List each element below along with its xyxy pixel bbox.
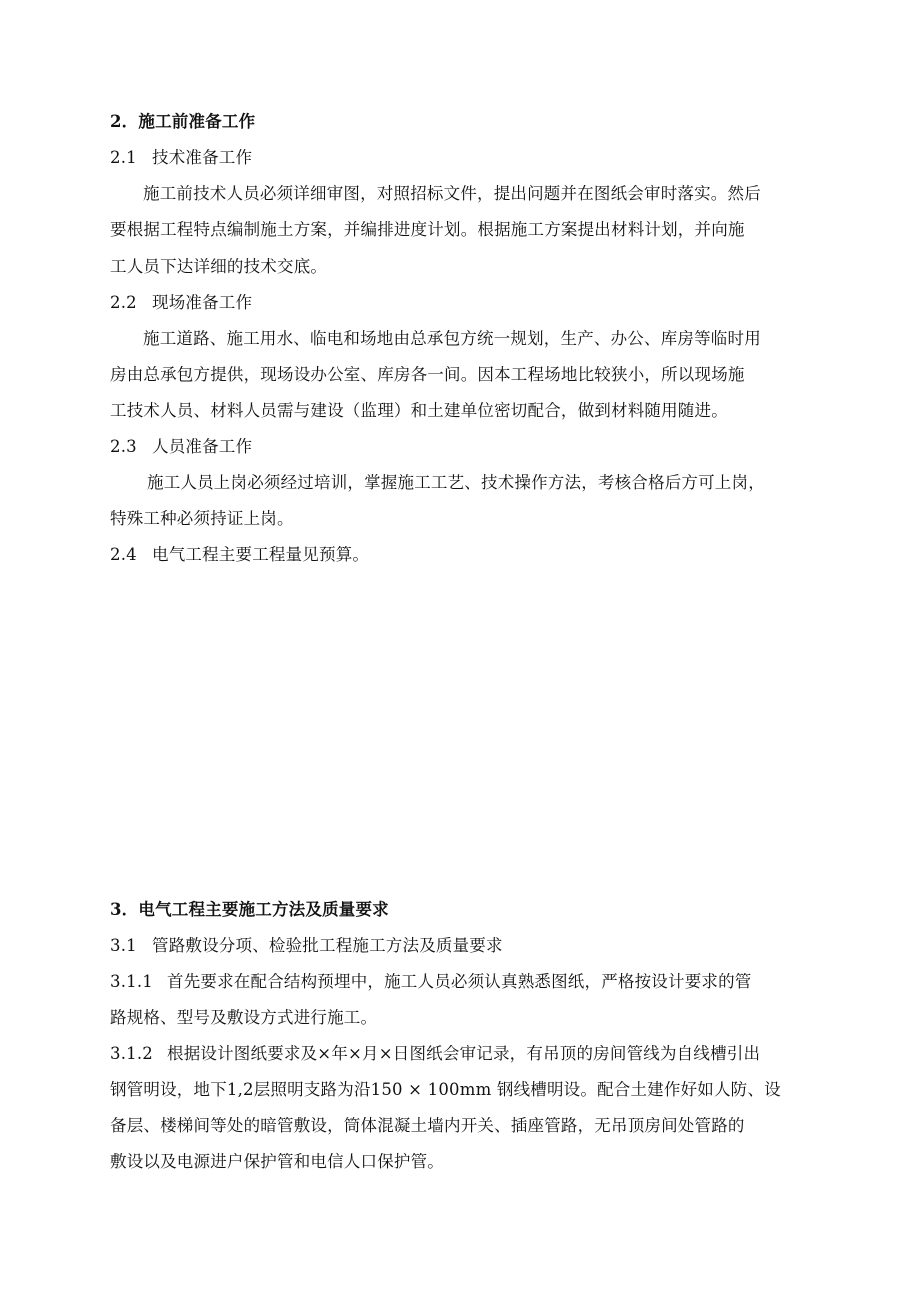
paragraph-line: 路规格、型号及敷设方式进行施工。 <box>110 1008 378 1027</box>
paragraph-line: 敷设以及电源进户保护管和电信人口保护管。 <box>110 1152 444 1171</box>
subsection-number: 2.1 <box>110 148 137 167</box>
subsection-2-1 <box>110 147 252 169</box>
subsection-2-3 <box>110 436 252 458</box>
subsection-number: 2.3 <box>110 437 137 456</box>
paragraph-line: 工技术人员、材料人员需与建设（监理）和土建单位密切配合，做到材料随用随进。 <box>110 401 728 420</box>
subsection-3-1-1 <box>110 971 752 993</box>
subsection-3-1 <box>110 935 503 957</box>
paragraph-line: 特殊工种必须持证上岗。 <box>110 509 294 528</box>
subsection-title: 现场准备工作 <box>152 293 253 312</box>
paragraph-line: 首先要求在配合结构预埋中，施工人员必须认真熟悉图纸，严格按设计要求的管 <box>167 972 752 991</box>
subsection-number: 3.1 <box>110 936 137 955</box>
paragraph-line: 钢管明设，地下1,2层照明支路为沿150 × 100mm 钢线槽明设。配合土建作好如人防、设 <box>110 1080 781 1099</box>
section-2-heading: 2．施工前准备工作 <box>110 112 256 131</box>
subsection-2-2 <box>110 292 252 314</box>
paragraph-line: 施工前技术人员必须详细审图，对照招标文件，提出问题并在图纸会审时落实。然后 <box>143 184 761 203</box>
subsection-title: 管路敷设分项、检验批工程施工方法及质量要求 <box>152 936 503 955</box>
subsection-3-1-2 <box>110 1043 760 1065</box>
paragraph-line: 要根据工程特点编制施土方案，并编排进度计划。根据施工方案提出材料计划，并向施 <box>110 220 745 239</box>
subsection-title: 电气工程主要工程量见预算。 <box>152 545 370 564</box>
paragraph-line: 备层、楼梯间等处的暗管敷设，筒体混凝土墙内开关、插座管路，无吊顶房间处管路的 <box>110 1116 745 1135</box>
paragraph-line: 工人员下达详细的技术交底。 <box>110 257 328 276</box>
subsection-title: 人员准备工作 <box>152 437 253 456</box>
subsection-number: 3.1.1 <box>110 972 153 991</box>
subsection-number: 2.4 <box>110 545 137 564</box>
paragraph-line: 施工人员上岗必须经过培训，掌握施工工艺、技术操作方法，考核合格后方可上岗， <box>147 473 765 492</box>
paragraph-line: 施工道路、施工用水、临电和场地由总承包方统一规划，生产、办公、库房等临时用 <box>143 329 761 348</box>
subsection-title: 技术准备工作 <box>152 148 253 167</box>
subsection-2-4 <box>110 544 369 566</box>
subsection-number: 3.1.2 <box>110 1044 153 1063</box>
section-3-heading: 3．电气工程主要施工方法及质量要求 <box>110 900 389 919</box>
paragraph-line: 根据设计图纸要求及×年×月×日图纸会审记录，有吊顶的房间管线为自线槽引出 <box>167 1044 761 1063</box>
paragraph-line: 房由总承包方提供，现场设办公室、库房各一间。因本工程场地比较狭小，所以现场施 <box>110 365 745 384</box>
subsection-number: 2.2 <box>110 293 137 312</box>
